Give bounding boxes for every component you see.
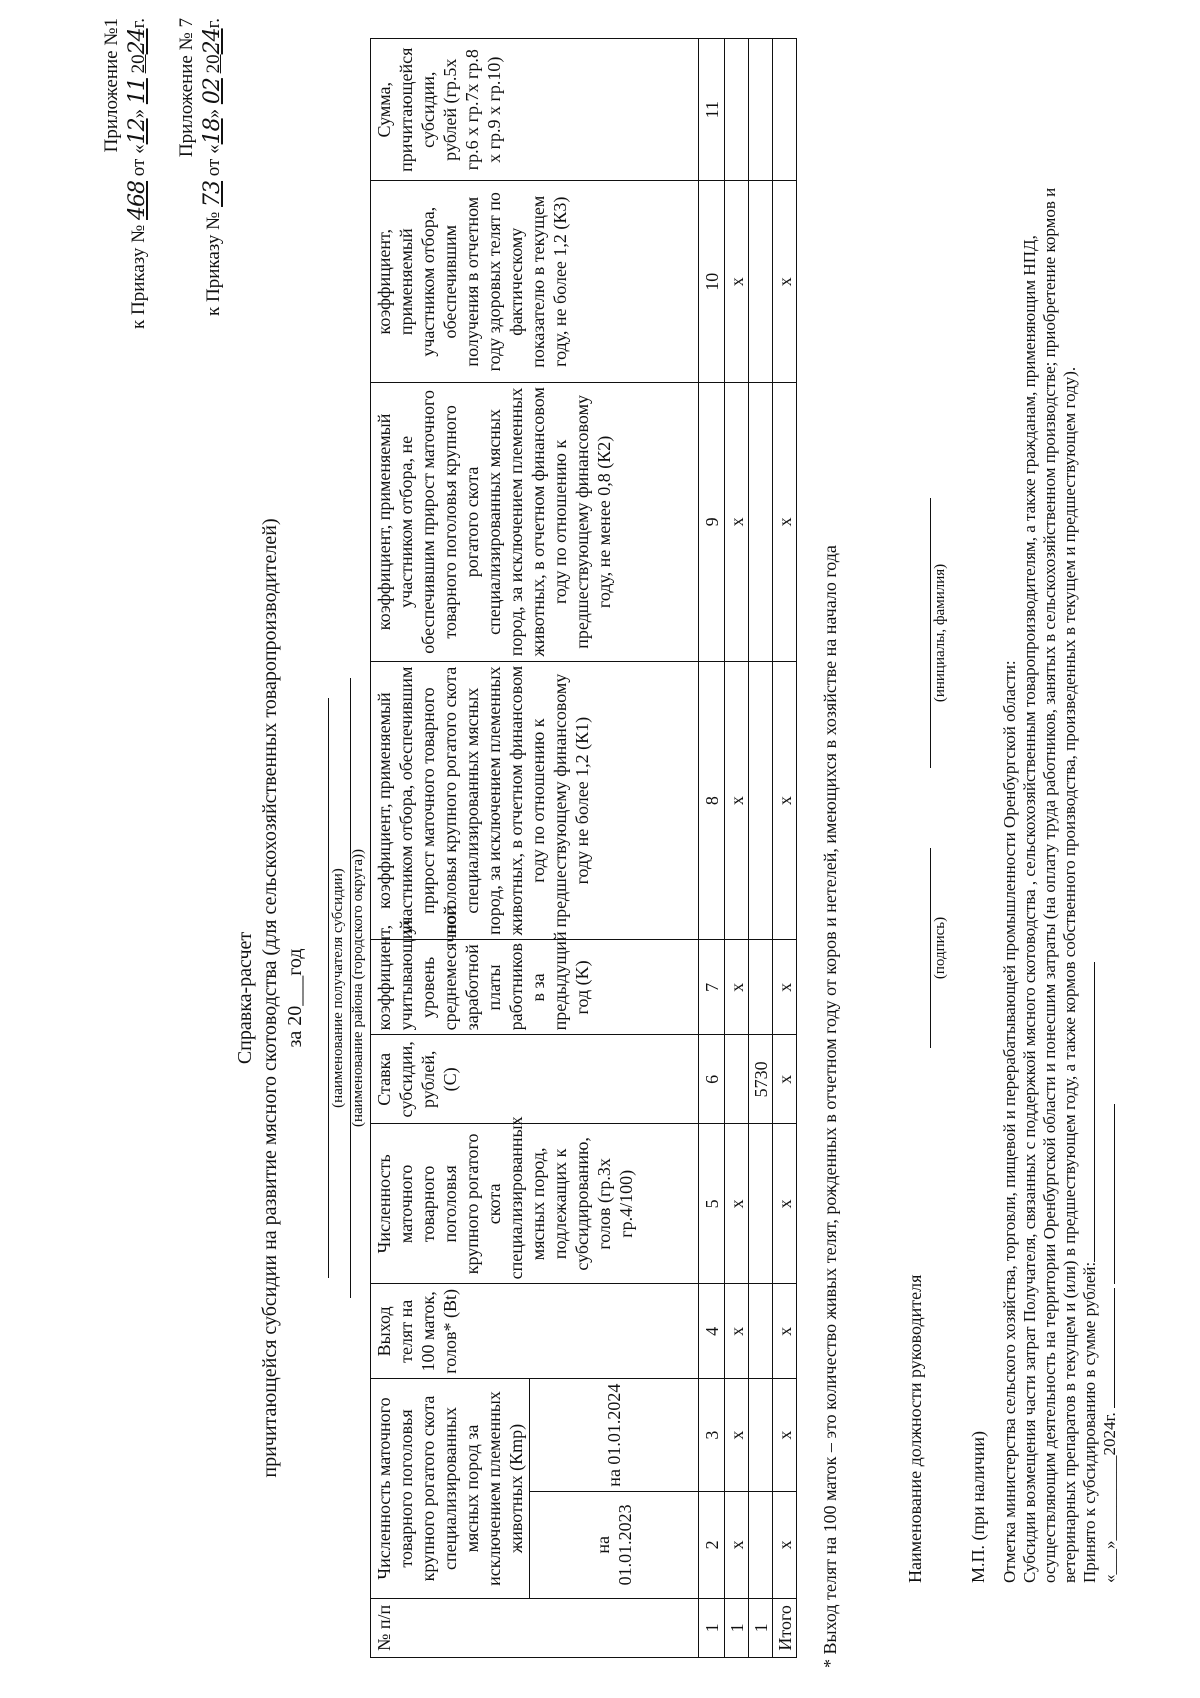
col-header-sum: Сумма, причитающейся субсидии, рублей (гр.5х гр.6 х гр.7х гр.8 х гр.9 х гр.10) xyxy=(371,39,699,181)
table-cell xyxy=(749,181,773,383)
table-cell: x xyxy=(773,1284,797,1379)
col-header-herd: Численность маточного товарного поголовья крупного рогатого скота специализированных мясных пород за исключением племенных животных (Кmp) xyxy=(371,1379,530,1598)
col-number: 3 xyxy=(699,1379,725,1492)
rate-value-cell: 5730 xyxy=(749,1035,773,1124)
doc-year-line: за 20___год xyxy=(284,948,306,1048)
col-number: 11 xyxy=(699,39,725,181)
signature-line xyxy=(930,848,931,1048)
accepted-date: «___»__________2024г. xyxy=(1100,3,1120,1583)
total-label: Итого xyxy=(773,1598,797,1657)
ministry-note-title: Отметка министерства сельского хозяйства, торговли, пищевой и перерабатывающей промышленности Оренбургской области: xyxy=(1000,660,1019,1583)
col-number: 1 xyxy=(699,1598,725,1657)
appendix-2-number: 73 xyxy=(199,180,225,207)
ministry-note-text: ветеринарных препаратов в текущем и (или) в предшествующем году, а также кормов собственного производства, произведенных в текущем и предшествующем году). xyxy=(1060,366,1079,1583)
recipient-line xyxy=(328,698,329,1278)
col-header-k1: коэффициент, применяемый участником отбора, обеспечившим прирост маточного товарного поголовья крупного рогатого скота специализированных мясных пород, за исключением племенных животных, в отчетном финансовом году по отношению к предшествующему финансовому году не более 1,2 (К1) xyxy=(371,661,699,940)
total-row xyxy=(773,39,797,1658)
stamp-label: М.П. (при наличии) xyxy=(968,1431,988,1583)
table-cell: x xyxy=(773,181,797,383)
appendix-2-year: 24 xyxy=(199,28,225,55)
footnote: * Выход телят на 100 маток – это количество живых телят, рожденных в отчетном году от коров и нетелей, имеющихся в хозяйстве на начало года xyxy=(820,545,840,1668)
col-number: 8 xyxy=(699,661,725,940)
table-cell xyxy=(749,661,773,940)
appendix-1-day: 12 xyxy=(124,118,150,145)
col-header-num: № п/п xyxy=(371,1598,699,1657)
col-header-k3: коэффициент, применяемый участником отбора, обеспечившим получения в отчетном году здоровых телят по фактическому показателю в текущем году, не более 1,2 (К3) xyxy=(371,181,699,383)
table-cell: x xyxy=(725,383,749,662)
table-cell xyxy=(749,940,773,1035)
table-cell: 1 xyxy=(749,1598,773,1657)
doc-subtitle: причитающейся субсидии на развитие мясного скотоводства (для сельскохозяйственных товаропроизводителей) xyxy=(259,518,281,1478)
col-header-calf-yield: Выход телят на 100 маток, голов* (Вt) xyxy=(371,1284,699,1379)
ministry-note xyxy=(1000,3,1120,1583)
table-cell: x xyxy=(773,383,797,662)
col-number: 10 xyxy=(699,181,725,383)
table-cell: x xyxy=(773,1491,797,1598)
col-header-k2: коэффициент, применяемый участником отбора, не обеспечившим прирост маточного товарного поголовья крупного рогатого скота специализированных мясных пород, за исключением племенных животных, в отчетном финансовом году по отношению к предшествующему финансовому году, не менее 0,8 (К2) xyxy=(371,383,699,662)
table-cell: x xyxy=(725,181,749,383)
accepted-amount-label: Принято к субсидированию в сумме рублей: xyxy=(1080,3,1100,1583)
appendix-1-number: 468 xyxy=(124,180,150,220)
signature-caption: (подпись) xyxy=(932,916,948,980)
column-number-row xyxy=(699,39,725,1658)
col-number: 4 xyxy=(699,1284,725,1379)
col-header-rate: Ставка субсидии, рублей, (С) xyxy=(371,1035,699,1124)
table-cell: x xyxy=(773,661,797,940)
appendix-2-title: Приложение № 7 xyxy=(176,18,197,158)
district-caption: (наименование района (городского округа)) xyxy=(350,848,366,1128)
appendix-1 xyxy=(100,18,151,398)
ministry-note-text: Субсидии возмещения части затрат Получателя, связанных с поддержкой мясного скотоводства , сельскохозяйственным товаропроизводителям, а также гражданам, применяющим НПД, xyxy=(1020,235,1039,1583)
header-row-1 xyxy=(371,39,530,1658)
table-cell: x xyxy=(773,1124,797,1284)
subsidy-table xyxy=(370,38,797,1658)
table-cell xyxy=(773,39,797,181)
recipient-caption: (наименование получателя субсидии) xyxy=(330,868,346,1108)
appendix-2-order: к Приказу № 73 от «18» 02 2024г. xyxy=(199,18,225,316)
table-cell xyxy=(749,383,773,662)
table-cell: x xyxy=(725,661,749,940)
ministry-note-text: осуществляющим деятельность на территории Оренбургской области и понесшим затраты (на оплату труда работников, занятых в сельскохозяйственном производстве; приобретение кормов и xyxy=(1040,187,1059,1583)
appendix-2-day: 18 xyxy=(199,118,225,145)
table-cell xyxy=(725,1035,749,1124)
table-cell xyxy=(749,39,773,181)
col-number: 7 xyxy=(699,940,725,1035)
col-header-date-2023: на 01.01.2023 xyxy=(530,1491,699,1598)
name-line xyxy=(930,498,931,768)
name-caption: (инициалы, фамилия) xyxy=(932,563,948,703)
appendix-1-year: 24 xyxy=(124,28,150,55)
appendix-1-month: 11 xyxy=(124,78,150,105)
table-cell: x xyxy=(725,1124,749,1284)
table-cell: x xyxy=(773,940,797,1035)
table-cell: x xyxy=(725,940,749,1035)
table-cell: x xyxy=(725,1491,749,1598)
col-header-date-2024: на 01.01.2024 xyxy=(530,1379,699,1492)
col-header-k: коэффициент, учитывающий уровень среднемесячной заработной платы работников в за предыдущий год (K) xyxy=(371,940,699,1035)
appendix-2 xyxy=(175,18,226,398)
appendix-2-month: 02 xyxy=(199,78,225,105)
position-label: Наименование должности руководителя xyxy=(905,1274,925,1583)
table-cell xyxy=(749,1491,773,1598)
table-cell: x xyxy=(773,1035,797,1124)
table-cell xyxy=(749,1379,773,1492)
appendix-1-order: к Приказу № 468 от «12» 11 2024г. xyxy=(124,18,150,329)
col-number: 2 xyxy=(699,1491,725,1598)
appendix-1-title: Приложение №1 xyxy=(101,18,122,153)
table-cell: x xyxy=(773,1379,797,1492)
col-number: 6 xyxy=(699,1035,725,1124)
table-cell xyxy=(749,1124,773,1284)
table-cell xyxy=(749,1284,773,1379)
col-number: 9 xyxy=(699,383,725,662)
table-cell: x xyxy=(725,1284,749,1379)
table-cell xyxy=(725,39,749,181)
table-row xyxy=(725,39,749,1658)
doc-title: Справка-расчет xyxy=(234,931,256,1065)
table-cell: x xyxy=(725,1379,749,1492)
table-row xyxy=(749,39,773,1658)
table-cell: 1 xyxy=(725,1598,749,1657)
col-number: 5 xyxy=(699,1124,725,1284)
col-header-subsidized-herd: Численность маточного товарного поголовья крупного рогатого скота специализированных мясных пород, подлежащих к субсидированию, голов (гр.3х гр.4/100) xyxy=(371,1124,699,1284)
